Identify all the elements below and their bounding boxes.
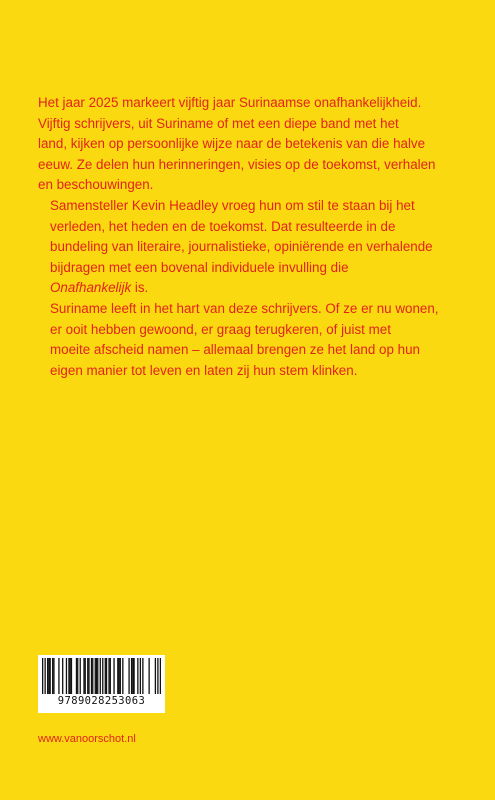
barcode-bar bbox=[71, 658, 72, 694]
barcode-bar bbox=[66, 658, 67, 694]
barcode-bar bbox=[88, 658, 89, 694]
barcode-bar bbox=[137, 658, 138, 694]
barcode-bar bbox=[157, 658, 158, 694]
barcode-bar bbox=[96, 658, 97, 694]
barcode-bar bbox=[118, 658, 119, 694]
barcode-bar bbox=[52, 658, 53, 694]
barcode-bar bbox=[120, 658, 121, 694]
barcode-bar bbox=[105, 658, 106, 694]
blurb-paragraph-2 bbox=[38, 196, 473, 299]
blurb-paragraph-1 bbox=[38, 93, 473, 196]
barcode-bar bbox=[133, 658, 134, 694]
barcode-bar bbox=[76, 658, 77, 694]
barcode-bar bbox=[68, 658, 69, 694]
blurb-line: Samensteller Kevin Headley vroeg hun om stil te staan bij het bbox=[50, 197, 415, 213]
blurb-line: verleden, het heden en de toekomst. Dat resulteerde in de bbox=[50, 218, 396, 234]
blurb-line: bijdragen met een bovenal individuele invulling die bbox=[50, 259, 349, 275]
barcode-bar bbox=[45, 658, 46, 694]
blurb-line: eeuw. Ze delen hun herinneringen, visies op de toekomst, verhalen bbox=[38, 156, 436, 172]
barcode-bar bbox=[160, 658, 161, 694]
barcode-bar bbox=[48, 658, 49, 694]
publisher-website-link[interactable]: www.vanoorschot.nl bbox=[38, 733, 136, 745]
blurb-text bbox=[38, 93, 473, 381]
isbn-number: 9789028253063 bbox=[57, 695, 146, 707]
barcode-bar bbox=[117, 658, 118, 694]
barcode-bar bbox=[155, 658, 156, 694]
blurb-line-title bbox=[38, 278, 473, 299]
barcode-bar bbox=[102, 658, 103, 694]
barcode-bar bbox=[42, 658, 43, 694]
barcode-bar bbox=[53, 658, 54, 694]
blurb-line: Vijftig schrijvers, uit Suriname of met een diepe band met het bbox=[38, 115, 399, 131]
blurb-line: land, kijken op persoonlijke wijze naar de betekenis van die halve bbox=[38, 136, 426, 152]
title-suffix: is. bbox=[131, 280, 149, 296]
barcode-bar bbox=[91, 658, 92, 694]
blurb-line: Het jaar 2025 markeert vijftig jaar Surinaamse onafhankelijkheid. bbox=[38, 95, 422, 110]
barcode-bar bbox=[58, 658, 59, 694]
blurb-line: moeite afscheid namen – allemaal brengen ze het land op hun bbox=[50, 342, 420, 358]
barcode-bar bbox=[97, 658, 98, 694]
barcode-bar bbox=[85, 658, 86, 694]
blurb-paragraph-3 bbox=[38, 299, 473, 381]
isbn-barcode bbox=[38, 655, 165, 713]
barcode-bar bbox=[122, 658, 123, 694]
book-title: Onafhankelijk bbox=[50, 280, 132, 296]
barcode-bar bbox=[132, 658, 133, 694]
blurb-line: Suriname leeft in het hart van deze schrijvers. Of ze er nu wonen, bbox=[50, 300, 439, 316]
barcode-bar bbox=[108, 658, 109, 694]
barcode-bar bbox=[70, 658, 71, 694]
barcode-bar bbox=[62, 658, 63, 694]
barcode-bar bbox=[80, 658, 81, 694]
barcode-bar bbox=[87, 658, 88, 694]
barcode-bar bbox=[50, 658, 51, 694]
barcode-bar bbox=[106, 658, 107, 694]
barcode-bar bbox=[131, 658, 132, 694]
barcode-bar bbox=[128, 658, 129, 694]
blurb-line: er ooit hebben gewoond, er graag terugkeren, of juist met bbox=[50, 321, 391, 337]
blurb-line: bundeling van literaire, journalistieke, opiniërende en verhalende bbox=[50, 239, 433, 255]
barcode-bar bbox=[110, 658, 111, 694]
barcode-bar bbox=[47, 658, 48, 694]
barcode-bar bbox=[77, 658, 78, 694]
barcode-bar bbox=[140, 658, 141, 694]
blurb-line: en beschouwingen. bbox=[38, 177, 154, 193]
barcode-bars bbox=[42, 658, 161, 696]
barcode-bar bbox=[92, 658, 93, 694]
barcode-bar bbox=[142, 658, 143, 694]
barcode-bar bbox=[100, 658, 101, 694]
barcode-bar bbox=[83, 658, 84, 694]
barcode-bar bbox=[113, 658, 114, 694]
barcode-bar bbox=[95, 658, 96, 694]
blurb-line: eigen manier tot leven en laten zij hun stem klinken. bbox=[50, 362, 358, 378]
barcode-bar bbox=[148, 658, 149, 694]
